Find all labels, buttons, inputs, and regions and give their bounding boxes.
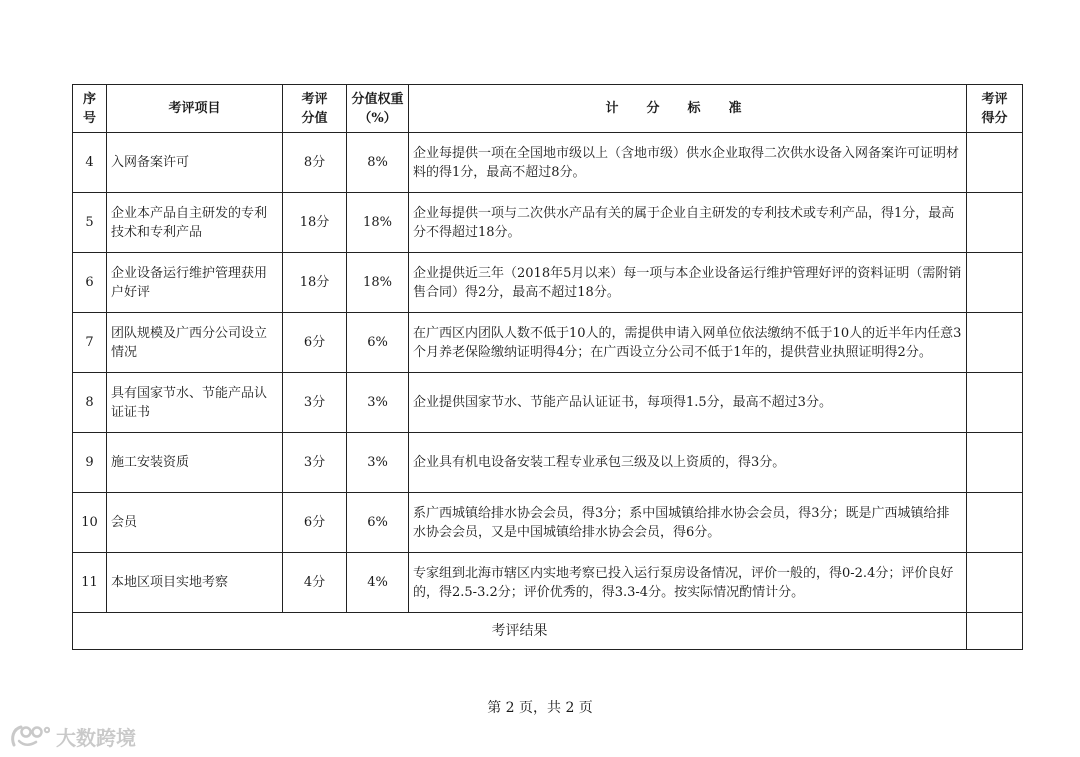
header-row [73, 85, 1023, 133]
scoring-table [72, 84, 1023, 650]
row-item: 企业设备运行维护管理获用户好评 [107, 253, 283, 313]
row-weight: 18% [347, 193, 409, 253]
row-points: 18分 [283, 193, 347, 253]
table-row [73, 253, 1023, 313]
table-row [73, 553, 1023, 613]
header-score: 考评得分 [967, 85, 1023, 133]
row-points: 3分 [283, 373, 347, 433]
header-weight-line2: （%） [358, 110, 397, 126]
row-weight: 3% [347, 373, 409, 433]
row-score-cell [967, 193, 1023, 253]
result-row [73, 613, 1023, 650]
row-criteria: 系广西城镇给排水协会会员，得3分；系中国城镇给排水协会会员，得3分；既是广西城镇给排水协会会员，又是中国城镇给排水协会会员，得6分。 [409, 493, 967, 553]
row-points: 8分 [283, 133, 347, 193]
table-row [73, 493, 1023, 553]
row-seq: 10 [73, 493, 107, 553]
result-score-cell [967, 613, 1023, 650]
row-seq: 5 [73, 193, 107, 253]
header-points: 考评分值 [283, 85, 347, 133]
row-criteria: 企业提供国家节水、节能产品认证证书，每项得1.5分，最高不超过3分。 [409, 373, 967, 433]
row-criteria: 专家组到北海市辖区内实地考察已投入运行泵房设备情况，评价一般的，得0-2.4分；评价良好的，得2.5-3.2分；评价优秀的，得3.3-4分。按实际情况酌情计分。 [409, 553, 967, 613]
row-points: 18分 [283, 253, 347, 313]
row-seq: 9 [73, 433, 107, 493]
row-seq: 4 [73, 133, 107, 193]
brand-logo-icon [10, 724, 50, 750]
row-score-cell [967, 313, 1023, 373]
row-score-cell [967, 433, 1023, 493]
row-item: 施工安装资质 [107, 433, 283, 493]
table-row [73, 313, 1023, 373]
row-points: 6分 [283, 493, 347, 553]
row-weight: 4% [347, 553, 409, 613]
row-weight: 6% [347, 493, 409, 553]
row-item: 入网备案许可 [107, 133, 283, 193]
row-score-cell [967, 253, 1023, 313]
row-criteria: 企业提供近三年（2018年5月以来）每一项与本企业设备运行维护管理好评的资料证明（需附销售合同）得2分，最高不超过18分。 [409, 253, 967, 313]
row-criteria: 企业每提供一项与二次供水产品有关的属于企业自主研发的专利技术或专利产品，得1分，最高分不得超过18分。 [409, 193, 967, 253]
row-score-cell [967, 493, 1023, 553]
row-criteria: 在广西区内团队人数不低于10人的，需提供申请入网单位依法缴纳不低于10人的近半年内任意3个月养老保险缴纳证明得4分；在广西设立分公司不低于1年的，提供营业执照证明得2分。 [409, 313, 967, 373]
row-points: 3分 [283, 433, 347, 493]
row-points: 6分 [283, 313, 347, 373]
watermark-text: 大数跨境 [56, 726, 136, 750]
row-score-cell [967, 553, 1023, 613]
row-item: 会员 [107, 493, 283, 553]
row-weight: 8% [347, 133, 409, 193]
table-row [73, 193, 1023, 253]
page-number: 第 2 页，共 2 页 [487, 700, 593, 716]
watermark [10, 722, 136, 751]
row-item: 本地区项目实地考察 [107, 553, 283, 613]
row-weight: 18% [347, 253, 409, 313]
result-label: 考评结果 [73, 613, 967, 650]
row-seq: 7 [73, 313, 107, 373]
table-row [73, 133, 1023, 193]
header-weight [347, 85, 409, 133]
header-item: 考评项目 [107, 85, 283, 133]
row-weight: 3% [347, 433, 409, 493]
row-score-cell [967, 373, 1023, 433]
row-criteria: 企业每提供一项在全国地市级以上（含地市级）供水企业取得二次供水设备入网备案许可证明材料的得1分，最高不超过8分。 [409, 133, 967, 193]
table-row [73, 433, 1023, 493]
row-points: 4分 [283, 553, 347, 613]
row-seq: 6 [73, 253, 107, 313]
header-criteria: 计分标准 [409, 85, 967, 133]
row-criteria: 企业具有机电设备安装工程专业承包三级及以上资质的，得3分。 [409, 433, 967, 493]
row-weight: 6% [347, 313, 409, 373]
row-score-cell [967, 133, 1023, 193]
row-seq: 8 [73, 373, 107, 433]
header-seq: 序号 [73, 85, 107, 133]
header-weight-line1: 分值权重 [351, 91, 404, 107]
row-seq: 11 [73, 553, 107, 613]
row-item: 团队规模及广西分公司设立情况 [107, 313, 283, 373]
row-item: 企业本产品自主研发的专利技术和专利产品 [107, 193, 283, 253]
row-item: 具有国家节水、节能产品认证证书 [107, 373, 283, 433]
table-row [73, 373, 1023, 433]
